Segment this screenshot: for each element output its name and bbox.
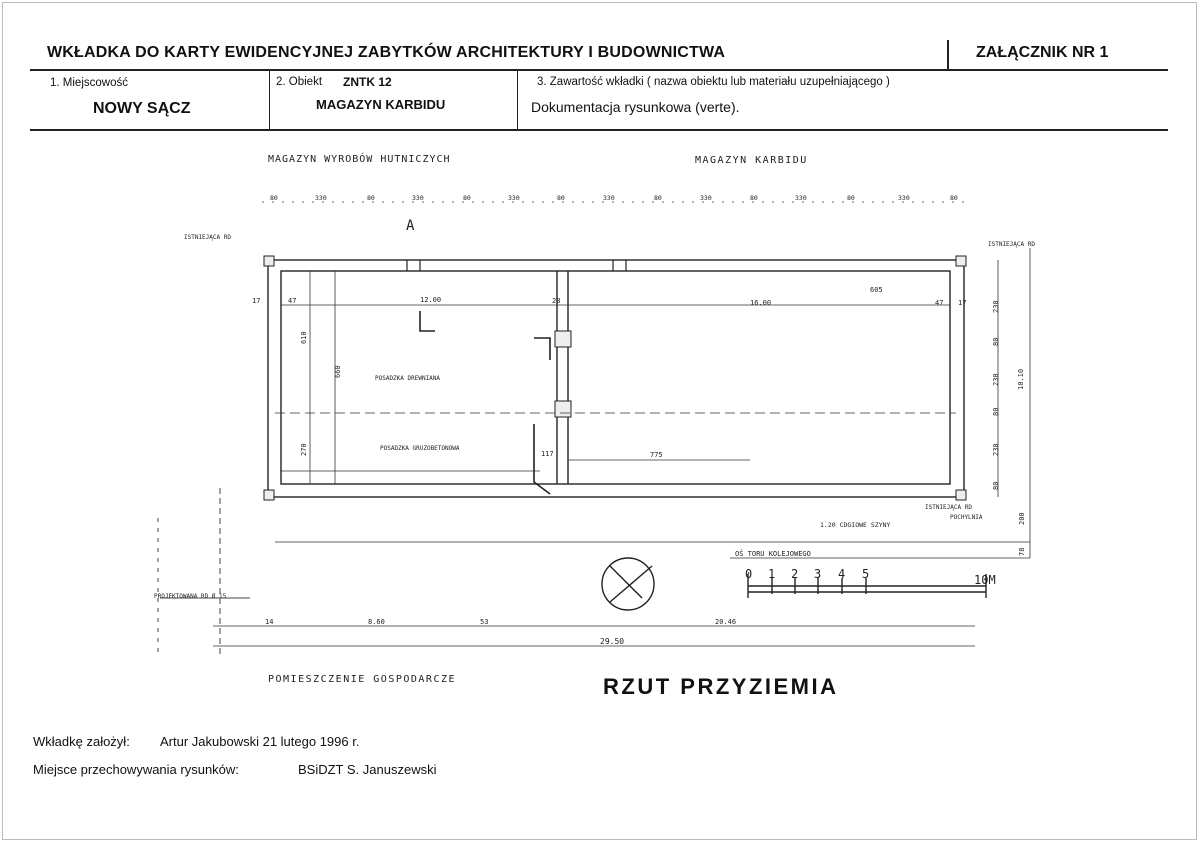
top-dimension-label: 80 xyxy=(557,194,565,202)
dim-270: 270 xyxy=(300,443,308,456)
right-dimension-label: 80 xyxy=(992,481,1000,490)
dim-117: 117 xyxy=(541,450,554,458)
scale-number: 3 xyxy=(814,567,822,581)
label-slope-note: 1.20 CDGIOWE SZYNY xyxy=(820,521,891,529)
label-railway-axis: OŚ TORU KOLEJOWEGO xyxy=(735,550,811,558)
attachment-number: ZAŁĄCZNIK NR 1 xyxy=(976,44,1109,61)
right-dimension-label: 80 xyxy=(992,337,1000,346)
dim-610: 610 xyxy=(300,331,308,344)
scale-bar-numbers xyxy=(745,567,869,581)
dim-200: 200 xyxy=(1018,512,1026,525)
object-value: MAGAZYN KARBIDU xyxy=(316,97,446,112)
label-rubble-concrete-floor: POSADZKA GRUZOBETONOWA xyxy=(380,445,460,452)
bottom-dimension-row xyxy=(265,618,736,626)
label-existing-left: ISTNIEJĄCA RD xyxy=(184,234,231,241)
document-title: WKŁADKA DO KARTY EWIDENCYJNEJ ZABYTKÓW ARCHITEKTURY I BUDOWNICTWA xyxy=(47,44,726,61)
top-dimension-label: 330 xyxy=(412,194,424,202)
scale-number: 1 xyxy=(768,567,776,581)
label-designed-rd: PROJEKTOWANA RD Ø 15 xyxy=(154,593,227,600)
top-dimension-label: 330 xyxy=(898,194,910,202)
place-label: 1. Miejscowość xyxy=(50,77,128,89)
top-dimension-label: 80 xyxy=(847,194,855,202)
object-code: ZNTK 12 xyxy=(343,75,392,89)
field-divider-1 xyxy=(269,71,270,130)
scale-number: 4 xyxy=(838,567,846,581)
storage-value: BSiDZT S. Januszewski xyxy=(298,762,437,777)
author-value: Artur Jakubowski 21 lutego 1996 r. xyxy=(160,734,360,749)
dim-12m: 12.00 xyxy=(420,296,442,304)
dim-78: 78 xyxy=(1018,547,1026,556)
top-dimension-label: 330 xyxy=(700,194,712,202)
top-dimension-label: 330 xyxy=(795,194,807,202)
right-dimension-label: 80 xyxy=(992,407,1000,416)
dim-47-right: 47 xyxy=(935,299,944,307)
plan-title: RZUT PRZYZIEMIA xyxy=(603,674,839,699)
top-dimension-label: 80 xyxy=(654,194,662,202)
scale-number: 0 xyxy=(745,567,753,581)
dim-775: 775 xyxy=(650,451,663,459)
dim-17-left: 17 xyxy=(252,297,261,305)
outer-wall-outer xyxy=(268,260,967,497)
label-carbide-warehouse: MAGAZYN KARBIDU xyxy=(695,155,808,166)
bottom-dimension-label: 14 xyxy=(265,618,274,626)
field-divider-2 xyxy=(517,71,518,130)
dim-605: 605 xyxy=(870,286,883,294)
bottom-dimension-label: 20.46 xyxy=(715,618,737,626)
scale-number: 5 xyxy=(862,567,870,581)
top-dimension-label: 80 xyxy=(463,194,471,202)
label-existing-right: ISTNIEJĄCA RD xyxy=(988,241,1035,248)
top-dimension-label: 80 xyxy=(270,194,278,202)
object-label: 2. Obiekt xyxy=(276,76,323,88)
label-wooden-floor: POSADZKA DREWNIANA xyxy=(375,375,441,382)
dim-16m: 16.00 xyxy=(750,299,772,307)
right-dimension-column xyxy=(992,300,1000,490)
content-label: 3. Zawartość wkładki ( nazwa obiektu lub materiału uzupełniającego ) xyxy=(537,76,890,88)
author-label: Wkładkę założył: xyxy=(33,734,130,749)
scale-number: 2 xyxy=(791,567,799,581)
content-value: Dokumentacja rysunkowa (verte). xyxy=(531,99,740,115)
dim-28: 28 xyxy=(552,297,561,305)
right-dimension-label: 230 xyxy=(992,300,1000,313)
label-existing-bottom: ISTNIEJĄCA RD xyxy=(925,504,972,511)
section-mark: A xyxy=(406,218,415,234)
top-dimension-label: 330 xyxy=(508,194,520,202)
dim-660: 660 xyxy=(334,365,342,378)
label-steel-warehouse: MAGAZYN WYROBÓW HUTNICZYCH xyxy=(268,154,451,165)
top-dimension-row xyxy=(270,194,958,202)
right-dimension-label: 230 xyxy=(992,443,1000,456)
bottom-dimension-label: 53 xyxy=(480,618,489,626)
top-dimension-label: 80 xyxy=(750,194,758,202)
floor-plan-svg xyxy=(130,138,1065,718)
top-dimension-label: 330 xyxy=(315,194,327,202)
dim-10-10: 10.10 xyxy=(1017,368,1025,390)
top-dimension-label: 330 xyxy=(603,194,615,202)
place-value: NOWY SĄCZ xyxy=(93,100,191,117)
right-dimension-label: 230 xyxy=(992,373,1000,386)
scale-end-label: 10M xyxy=(974,573,996,587)
storage-label: Miejsce przechowywania rysunków: xyxy=(33,762,239,777)
fields-rule xyxy=(30,129,1168,131)
dim-47-left: 47 xyxy=(288,297,297,305)
header-divider xyxy=(947,40,949,70)
floor-plan-drawing xyxy=(130,138,1065,718)
top-dimension-label: 80 xyxy=(950,194,958,202)
label-utility-room: POMIESZCZENIE GOSPODARCZE xyxy=(268,674,457,685)
header-rule xyxy=(30,69,1168,71)
dim-17-right: 17 xyxy=(958,299,967,307)
bottom-dimension-label: 8.60 xyxy=(368,618,385,626)
top-dimension-label: 80 xyxy=(367,194,375,202)
dim-total-29-50: 29.50 xyxy=(600,637,625,646)
label-ramp: POCHYLNIA xyxy=(950,514,983,521)
